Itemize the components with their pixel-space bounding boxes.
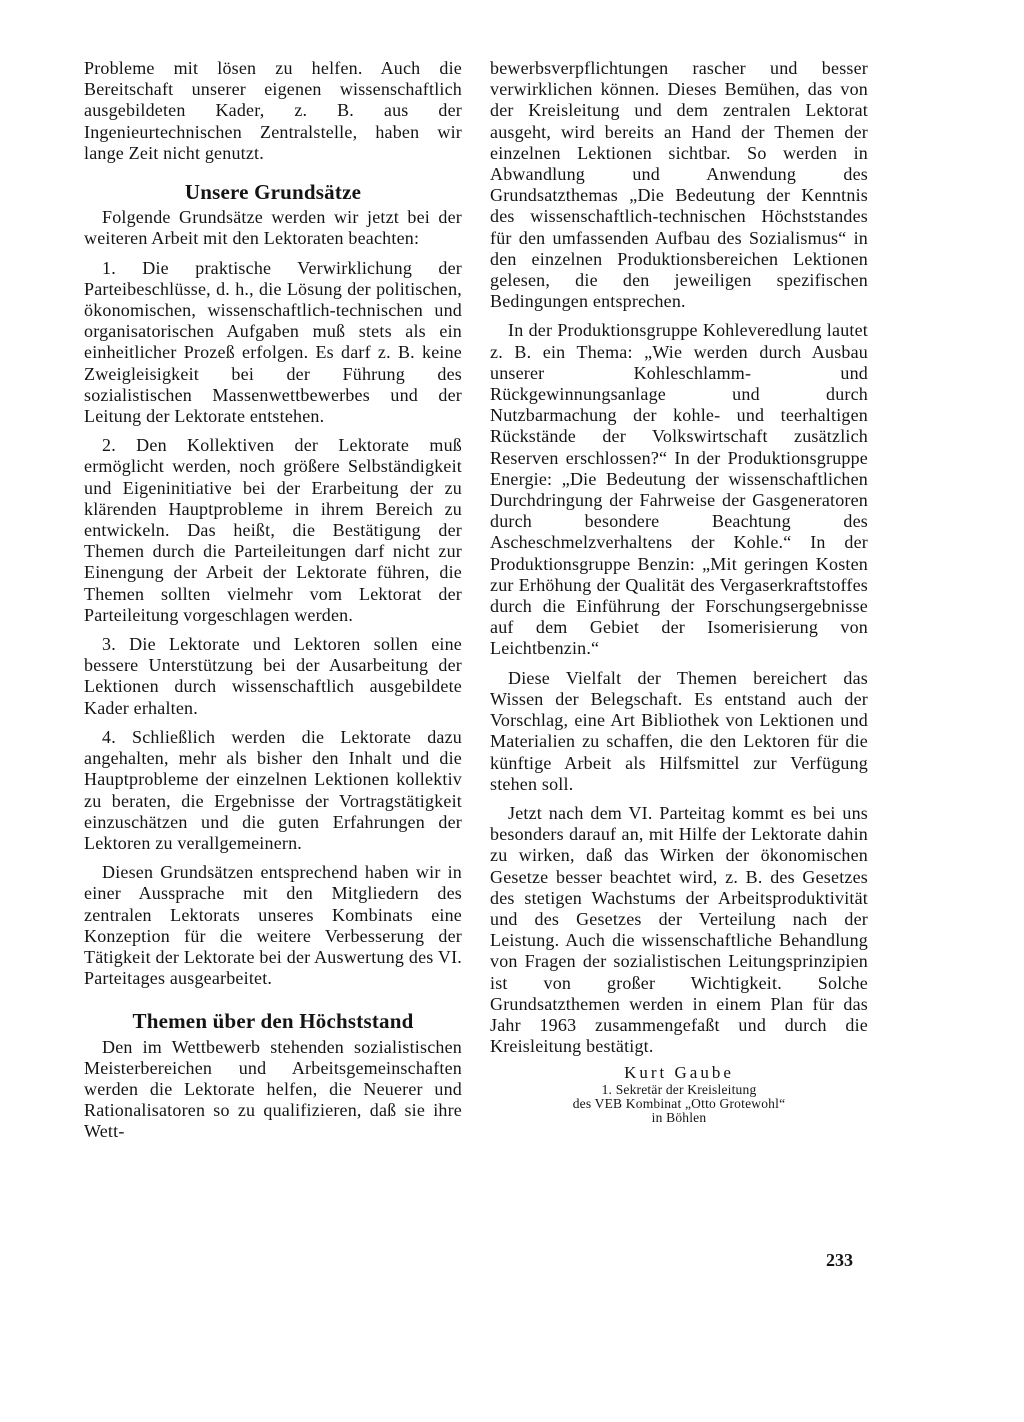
list-item-2: 2. Den Kollektiven der Lektorate muß ermöglicht werden, noch größere Selbständigkeit und Eigeninitiative bei der Erarbeitung der zu klärenden Hauptprobleme in ihrem Bereich zu entwickeln. Das heißt, die Bestätigung der Themen durch die Parteileitungen darf nicht zur Einengung der Arbeit der Lektorate führen, die Themen sollten vielmehr vom Lektorat der Parteileitung vorgeschlagen werden. <box>84 435 462 625</box>
paragraph: Diese Vielfalt der Themen bereichert das Wissen der Belegschaft. Es entstand auch der Vorschlag, eine Art Bibliothek von Lektionen und Materialien zu schaffen, die den Lektoren für die künftige Arbeit als Hilfsmittel zur Verfügung stehen soll. <box>490 667 868 794</box>
paragraph: Den im Wettbewerb stehenden sozialistischen Meisterbereichen und Arbeitsgemeinschaften werden die Lektorate helfen, die Neuerer und Rationalisatoren so zu qualifizieren, daß sie ihre Wett- <box>84 1036 462 1142</box>
section-heading-hoechststand: Themen über den Höchststand <box>132 1009 414 1034</box>
author-role-line-2: des VEB Kombinat „Otto Grotewohl“ <box>572 1096 786 1112</box>
author-name: Kurt Gaube <box>624 1063 734 1083</box>
section-heading-grundsaetze: Unsere Grundsätze <box>184 180 362 205</box>
list-item-4: 4. Schließlich werden die Lektorate dazu angehalten, mehr als bisher den Inhalt und die Hauptprobleme der einzelnen Lektionen kollektiv zu beraten, die Ergebnisse der Vortragstätigkeit einzuschätzen und die guten Erfahrungen der Lektoren zu verallgemeinern. <box>84 726 462 853</box>
paragraph: Jetzt nach dem VI. Parteitag kommt es bei uns besonders darauf an, mit Hilfe der Lektorate dahin zu wirken, daß das Wirken der ökonomischen Gesetze besser beachtet wird, z. B. des Gesetzes des stetigen Wachstums der Arbeitsproduktivität und des Gesetzes der Verteilung nach der Leistung. Auch die wissenschaftliche Behandlung von Fragen der sozialistischen Leitungsprinzipien ist von großer Wichtigkeit. Solche Grundsatzthemen werden in einem Plan für das Jahr 1963 zusammengefaßt und durch die Kreisleitung bestätigt. <box>490 802 868 1057</box>
paragraph-intro: Probleme mit lösen zu helfen. Auch die Bereitschaft unserer eigenen wissenschaftlich ausgebildeten Kader, z. B. aus der Ingenieurtechnischen Zentralstelle, haben wir lange Zeit nicht genutzt. <box>84 58 462 163</box>
paragraph: Folgende Grundsätze werden wir jetzt bei der weiteren Arbeit mit den Lektoraten beachten: <box>84 207 462 249</box>
left-column <box>84 58 462 1143</box>
author-role-line-1: 1. Sekretär der Kreisleitung <box>601 1082 757 1098</box>
paragraph: In der Produktionsgruppe Kohleveredlung lautet z. B. ein Thema: „Wie werden durch Ausbau unserer Kohleschlamm- und Rückgewinnungsanlage und durch Nutzbarmachung der kohle- und teerhaltigen Rückstände der Volkswirtschaft zusätzlich Reserven erschlossen?“ In der Produktionsgruppe Energie: „Die Bedeutung der wissenschaftlichen Durchdringung der Fahrweise der Gasgeneratoren durch besondere Beachtung des Ascheschmelzverhaltens der Kohle.“ In der Produktionsgruppe Benzin: „Mit geringen Kosten zur Erhöhung der Qualität des Vergaserkraftstoffes durch die Einführung der Forschungsergebnisse auf dem Gebiet der Isomerisierung von Leichtbenzin.“ <box>490 320 868 659</box>
list-item-3: 3. Die Lektorate und Lektoren sollen eine bessere Unterstützung bei der Ausarbeitung der Lektionen durch wissenschaftlich ausgebildete Kader erhalten. <box>84 634 462 718</box>
right-column <box>490 58 868 1125</box>
author-role-line-3: in Böhlen <box>651 1110 707 1126</box>
paragraph-continued: bewerbsverpflichtungen rascher und besser verwirklichen können. Dieses Bemühen, das von der Kreisleitung und dem zentralen Lektorat ausgeht, wird bereits an Hand der Themen der einzelnen Lektionen sichtbar. So werden in Abwandlung und Anwendung des Grundsatzthemas „Die Bedeutung der Kenntnis des wissenschaftlich-technischen Höchststandes für den umfassenden Aufbau des Sozialismus“ in den einzelnen Produktionsbereichen Lektionen gelesen, die den jeweiligen spezifischen Bedingungen entsprechen. <box>490 58 868 312</box>
page-number: 233 <box>826 1250 853 1270</box>
list-item-1: 1. Die praktische Verwirklichung der Parteibeschlüsse, d. h., die Lösung der politischen, ökonomischen, wissenschaftlich-technischen und organisatorischen Aufgaben muß stets als ein einheitlicher Prozeß erfolgen. Es darf z. B. keine Zweigleisigkeit bei der Führung des sozialistischen Massenwettbewerbes und der Leitung der Lektorate entstehen. <box>84 257 462 427</box>
paragraph: Diesen Grundsätzen entsprechend haben wir in einer Aussprache mit den Mitgliedern des zentralen Lektorats unseres Kombinats eine Konzeption für die weitere Verbesserung der Tätigkeit der Lektorate bei der Auswertung des VI. Parteitages ausgearbeitet. <box>84 862 462 989</box>
